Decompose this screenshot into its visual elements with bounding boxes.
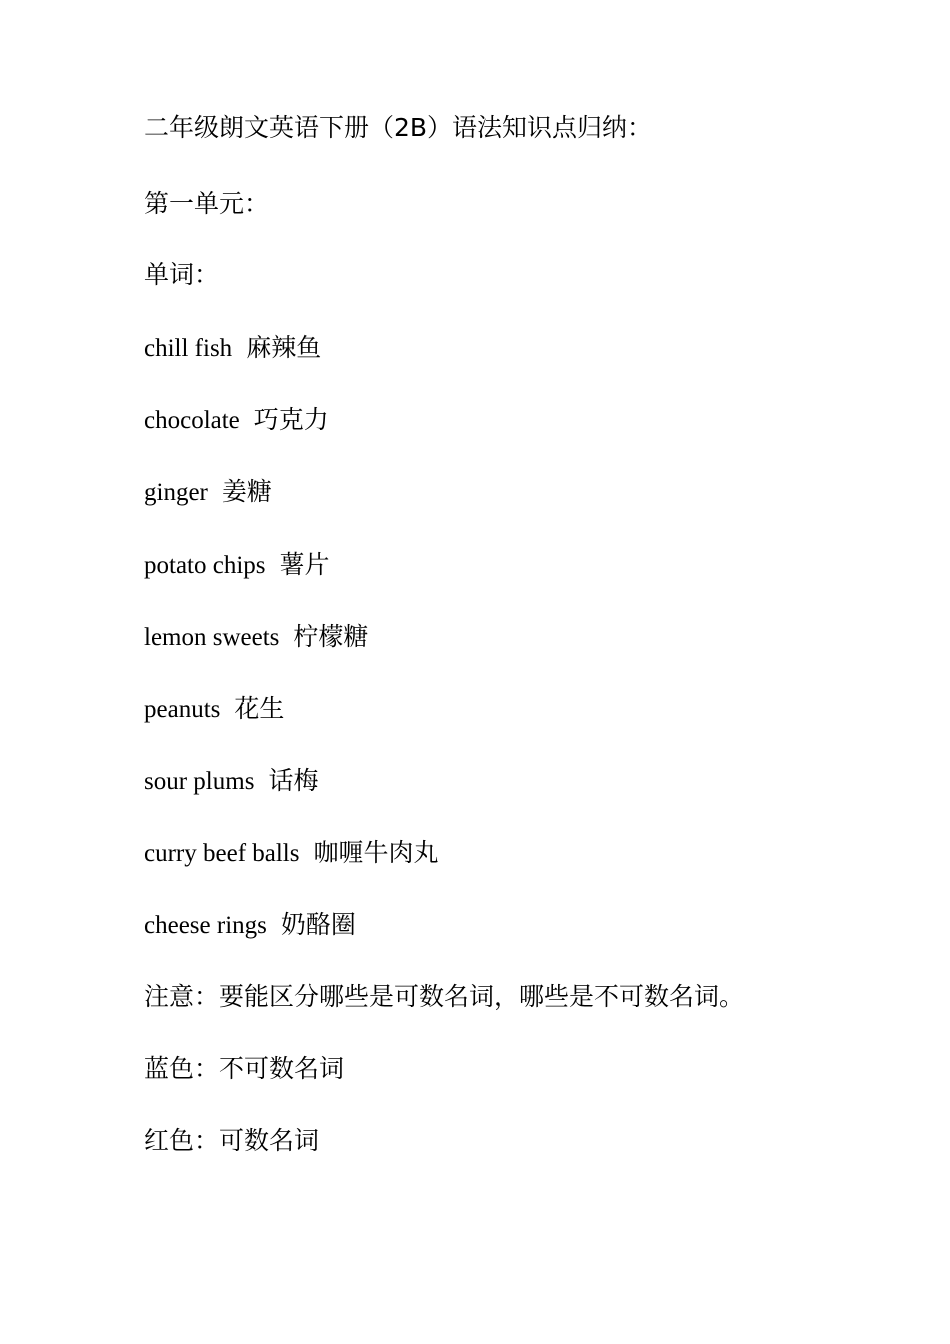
- vocab-chinese: 话梅: [268, 768, 319, 795]
- vocab-chinese: 巧克力: [253, 407, 329, 434]
- vocab-chinese: 薯片: [279, 552, 330, 579]
- note-text: 注意：要能区分哪些是可数名词，哪些是不可数名词。: [144, 984, 745, 1011]
- vocab-english: sour plums: [144, 768, 255, 795]
- vocab-item: [144, 908, 356, 944]
- vocab-english: curry beef balls: [144, 840, 300, 867]
- vocab-english: lemon sweets: [144, 624, 280, 651]
- vocab-english: chill fish: [144, 335, 233, 362]
- vocab-english: ginger: [144, 479, 208, 506]
- vocab-chinese: 咖喱牛肉丸: [313, 840, 439, 867]
- legend-blue: 蓝色：不可数名词: [144, 1056, 345, 1083]
- words-heading: 单词：: [144, 262, 220, 289]
- vocab-item: [144, 475, 272, 511]
- vocab-item: [144, 331, 321, 367]
- vocab-chinese: 麻辣鱼: [246, 335, 322, 362]
- unit-heading: 第一单元：: [144, 191, 270, 218]
- vocab-item: [144, 692, 284, 728]
- vocab-item: [144, 836, 439, 872]
- vocab-item: [144, 548, 330, 584]
- document-title: 二年级朗文英语下册（2B）语法知识点归纳：: [144, 113, 653, 142]
- vocab-chinese: 奶酪圈: [280, 912, 356, 939]
- vocab-english: cheese rings: [144, 912, 267, 939]
- vocab-item: [144, 620, 368, 656]
- vocab-chinese: 姜糖: [221, 479, 272, 506]
- vocab-english: peanuts: [144, 696, 221, 723]
- vocab-english: potato chips: [144, 552, 266, 579]
- vocab-item: [144, 764, 318, 800]
- vocab-chinese: 柠檬糖: [293, 624, 369, 651]
- vocab-english: chocolate: [144, 407, 240, 434]
- vocab-chinese: 花生: [234, 696, 285, 723]
- vocab-item: [144, 403, 329, 439]
- legend-red: 红色：可数名词: [144, 1128, 320, 1155]
